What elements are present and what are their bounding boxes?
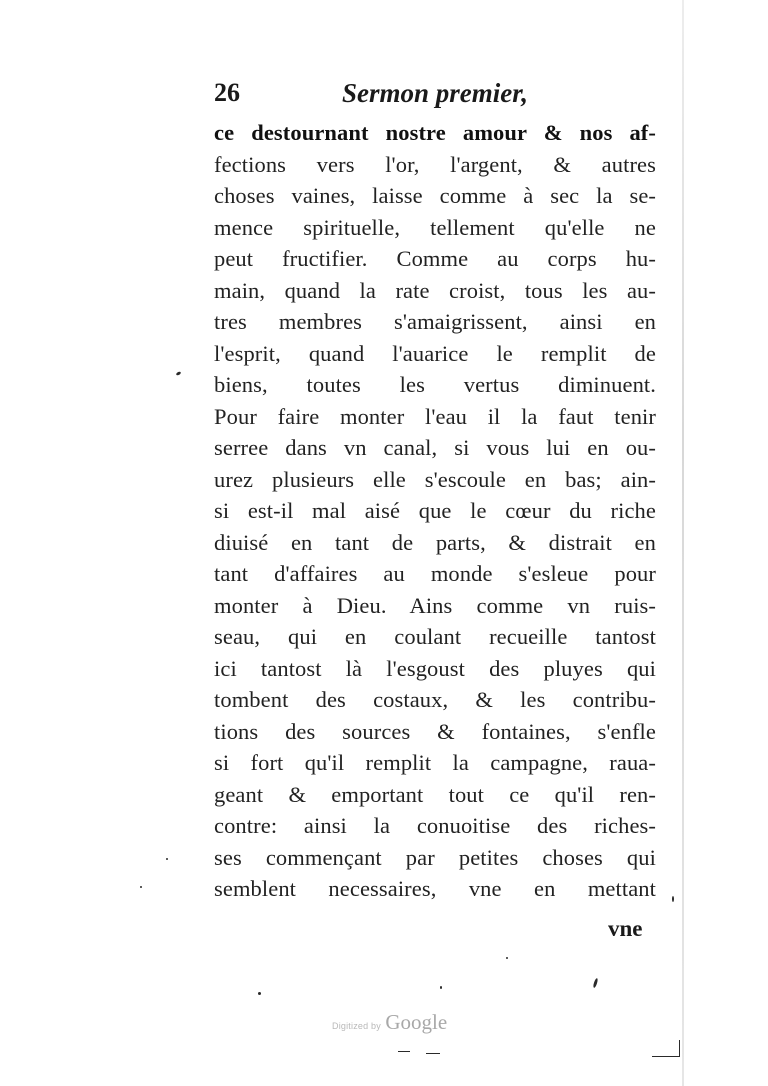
- body-text: [214, 117, 656, 905]
- page-header: [214, 78, 654, 118]
- text-line: mence spirituelle, tellement qu'elle ne: [214, 214, 656, 240]
- text-line: monter à Dieu. Ains comme vn ruis-: [214, 592, 656, 618]
- watermark-logo: Google: [385, 1010, 448, 1034]
- text-line: tions des sources & fontaines, s'enfle: [214, 718, 656, 744]
- page-edge: [682, 0, 684, 1086]
- text-line: main, quand la rate croist, tous les au-: [214, 277, 656, 303]
- text-line: contre: ainsi la conuoitise des riches-: [214, 813, 656, 838]
- text-line: diuisé en tant de parts, & distrait en: [214, 529, 656, 555]
- page-number: 26: [214, 78, 240, 107]
- catchword: vne: [608, 916, 643, 941]
- ink-speck: [426, 1053, 440, 1054]
- text-line: si fort qu'il remplit la campagne, raua-: [214, 750, 656, 775]
- ink-speck: [166, 858, 168, 860]
- text-line: ses commençant par petites choses qui: [214, 844, 656, 870]
- text-line: choses vaines, laisse comme à sec la se-: [214, 183, 656, 208]
- ink-speck: [398, 1051, 410, 1052]
- ink-speck: [176, 371, 182, 376]
- text-line: Pour faire monter l'eau il la faut tenir: [214, 403, 656, 429]
- ink-speck: [672, 896, 674, 902]
- text-line: fections vers l'or, l'argent, & autres: [214, 151, 656, 177]
- ink-speck: [140, 886, 142, 888]
- ink-speck: [652, 1056, 680, 1057]
- text-line: ici tantost là l'esgoust des pluyes qui: [214, 655, 656, 681]
- text-line: si est-il mal aisé que le cœur du riche: [214, 498, 656, 523]
- text-line: semblent necessaires, vne en mettant: [214, 876, 656, 901]
- watermark-prefix: Digitized by: [332, 1021, 381, 1031]
- text-line: peut fructifier. Comme au corps hu-: [214, 246, 656, 271]
- text-line: ce destournant nostre amour & nos af-: [214, 120, 656, 145]
- ink-speck: [593, 978, 599, 988]
- text-line: seau, qui en coulant recueille tantost: [214, 624, 656, 649]
- text-line: tres membres s'amaigrissent, ainsi en: [214, 309, 656, 334]
- text-line: urez plusieurs elle s'escoule en bas; ain-: [214, 466, 656, 492]
- digitization-watermark: [332, 1010, 447, 1035]
- text-line: tant d'affaires au monde s'esleue pour: [214, 561, 656, 586]
- text-line: tombent des costaux, & les contribu-: [214, 687, 656, 712]
- running-title: Sermon premier,: [342, 78, 529, 108]
- text-line: serree dans vn canal, si vous lui en ou-: [214, 435, 656, 460]
- ink-speck: [506, 957, 508, 959]
- ink-speck: [440, 986, 442, 989]
- ink-speck: [679, 1040, 680, 1057]
- text-line: geant & emportant tout ce qu'il ren-: [214, 781, 656, 807]
- text-line: l'esprit, quand l'auarice le remplit de: [214, 340, 656, 366]
- text-line: biens, toutes les vertus diminuent.: [214, 372, 656, 397]
- ink-speck: [258, 992, 261, 995]
